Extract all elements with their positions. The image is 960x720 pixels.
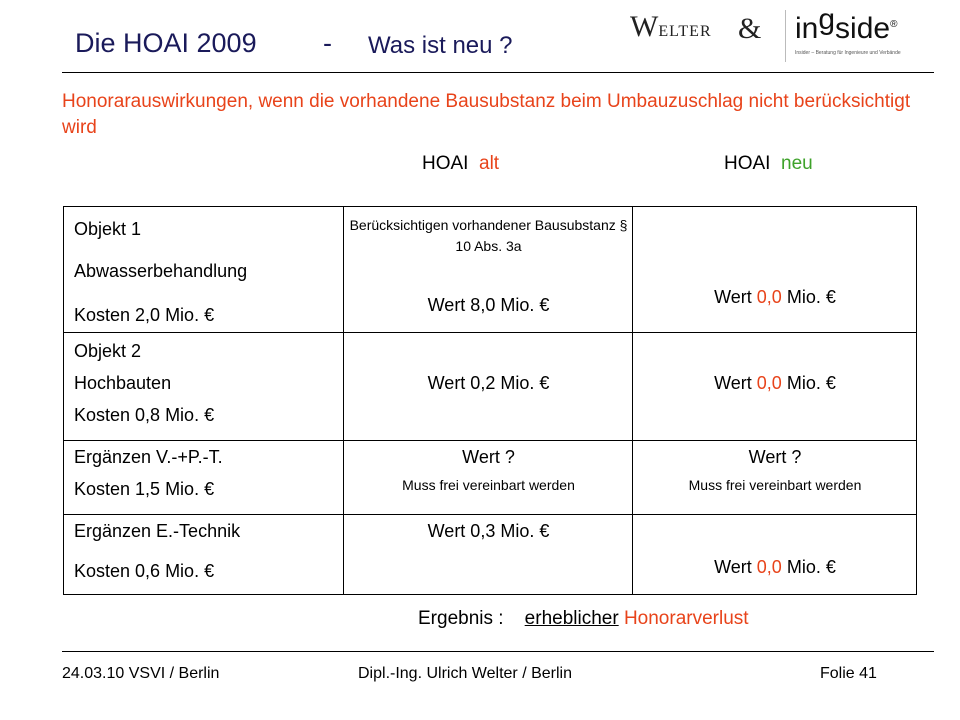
alt-value-cell [344,207,633,333]
table-row [64,441,917,515]
row-label-cell [64,441,344,515]
table-row [64,333,917,441]
alt-note: Berücksichtigen vorhandener Bausubstanz § 10 Abs. 3a [349,217,628,254]
row-label-line: Objekt 1 [74,219,142,239]
result-line: Ergebnis : erheblicher Honorarverlust [418,608,749,629]
footer-author: Dipl.-Ing. Ulrich Welter / Berlin [358,665,572,682]
row-label-line: Kosten 0,8 Mio. € [74,405,215,425]
page-title: Die HOAI 2009 [75,28,257,58]
column-header-neu: HOAI neu [724,153,813,174]
row-label-line: Kosten 0,6 Mio. € [74,561,215,581]
alt-value: Wert 8,0 Mio. € [427,295,550,315]
row-label-line: Objekt 2 [74,341,142,361]
column-header-alt: HOAI alt [422,153,500,174]
neu-value-cell [633,333,917,441]
comparison-table [63,206,917,595]
header-divider [62,72,934,73]
alt-value: Wert 0,2 Mio. € [427,373,550,393]
alt-value: Wert ? [462,447,515,467]
result-conclusion: Honorarverlust [623,608,749,629]
logo-tagline: Insider – Beratung für Ingenieure und Verbände [795,50,901,56]
alt-note: Muss frei vereinbart werden [402,477,575,493]
neu-note: Muss frei vereinbart werden [688,477,862,493]
alt-value-cell [344,441,633,515]
row-label-cell [64,333,344,441]
row-label-cell [64,207,344,333]
welter-logo: WELTER [630,10,712,43]
slide-subtitle: Honorarauswirkungen, wenn die vorhandene Bausubstanz beim Umbauzuschlag nicht berücksichtigt wird [62,91,911,138]
alt-value: Wert 0,3 Mio. € [427,521,550,541]
row-label-line: Hochbauten [74,373,172,393]
neu-value: Wert ? [748,447,802,467]
neu-value: Wert 0,0 Mio. € [714,557,836,577]
row-label-line: Ergänzen V.-+P.-T. [74,447,223,467]
neu-value: Wert 0,0 Mio. € [714,373,836,393]
title-separator: - [323,28,332,58]
row-label-line: Kosten 2,0 Mio. € [74,305,215,325]
footer-divider [62,651,934,652]
ingside-logo: ingside® [795,3,898,45]
neu-value-cell [633,515,917,595]
row-label-cell [64,515,344,595]
table-row [64,515,917,595]
neu-value: Wert 0,0 Mio. € [714,287,836,307]
logo-divider [785,10,786,62]
footer-date-event: 24.03.10 VSVI / Berlin [62,665,220,682]
table-row [64,207,917,333]
alt-value-cell [344,333,633,441]
result-emphasis: erheblicher [524,608,619,629]
neu-value-cell [633,441,917,515]
row-label-line: Ergänzen E.-Technik [74,521,241,541]
alt-value-cell [344,515,633,595]
row-label-line: Kosten 1,5 Mio. € [74,479,215,499]
page-subtitle: Was ist neu ? [368,32,513,59]
row-label-line: Abwasserbehandlung [74,261,248,281]
logo-ampersand: & [738,12,762,45]
neu-value-cell [633,207,917,333]
footer-slide-number: Folie 41 [820,665,877,682]
